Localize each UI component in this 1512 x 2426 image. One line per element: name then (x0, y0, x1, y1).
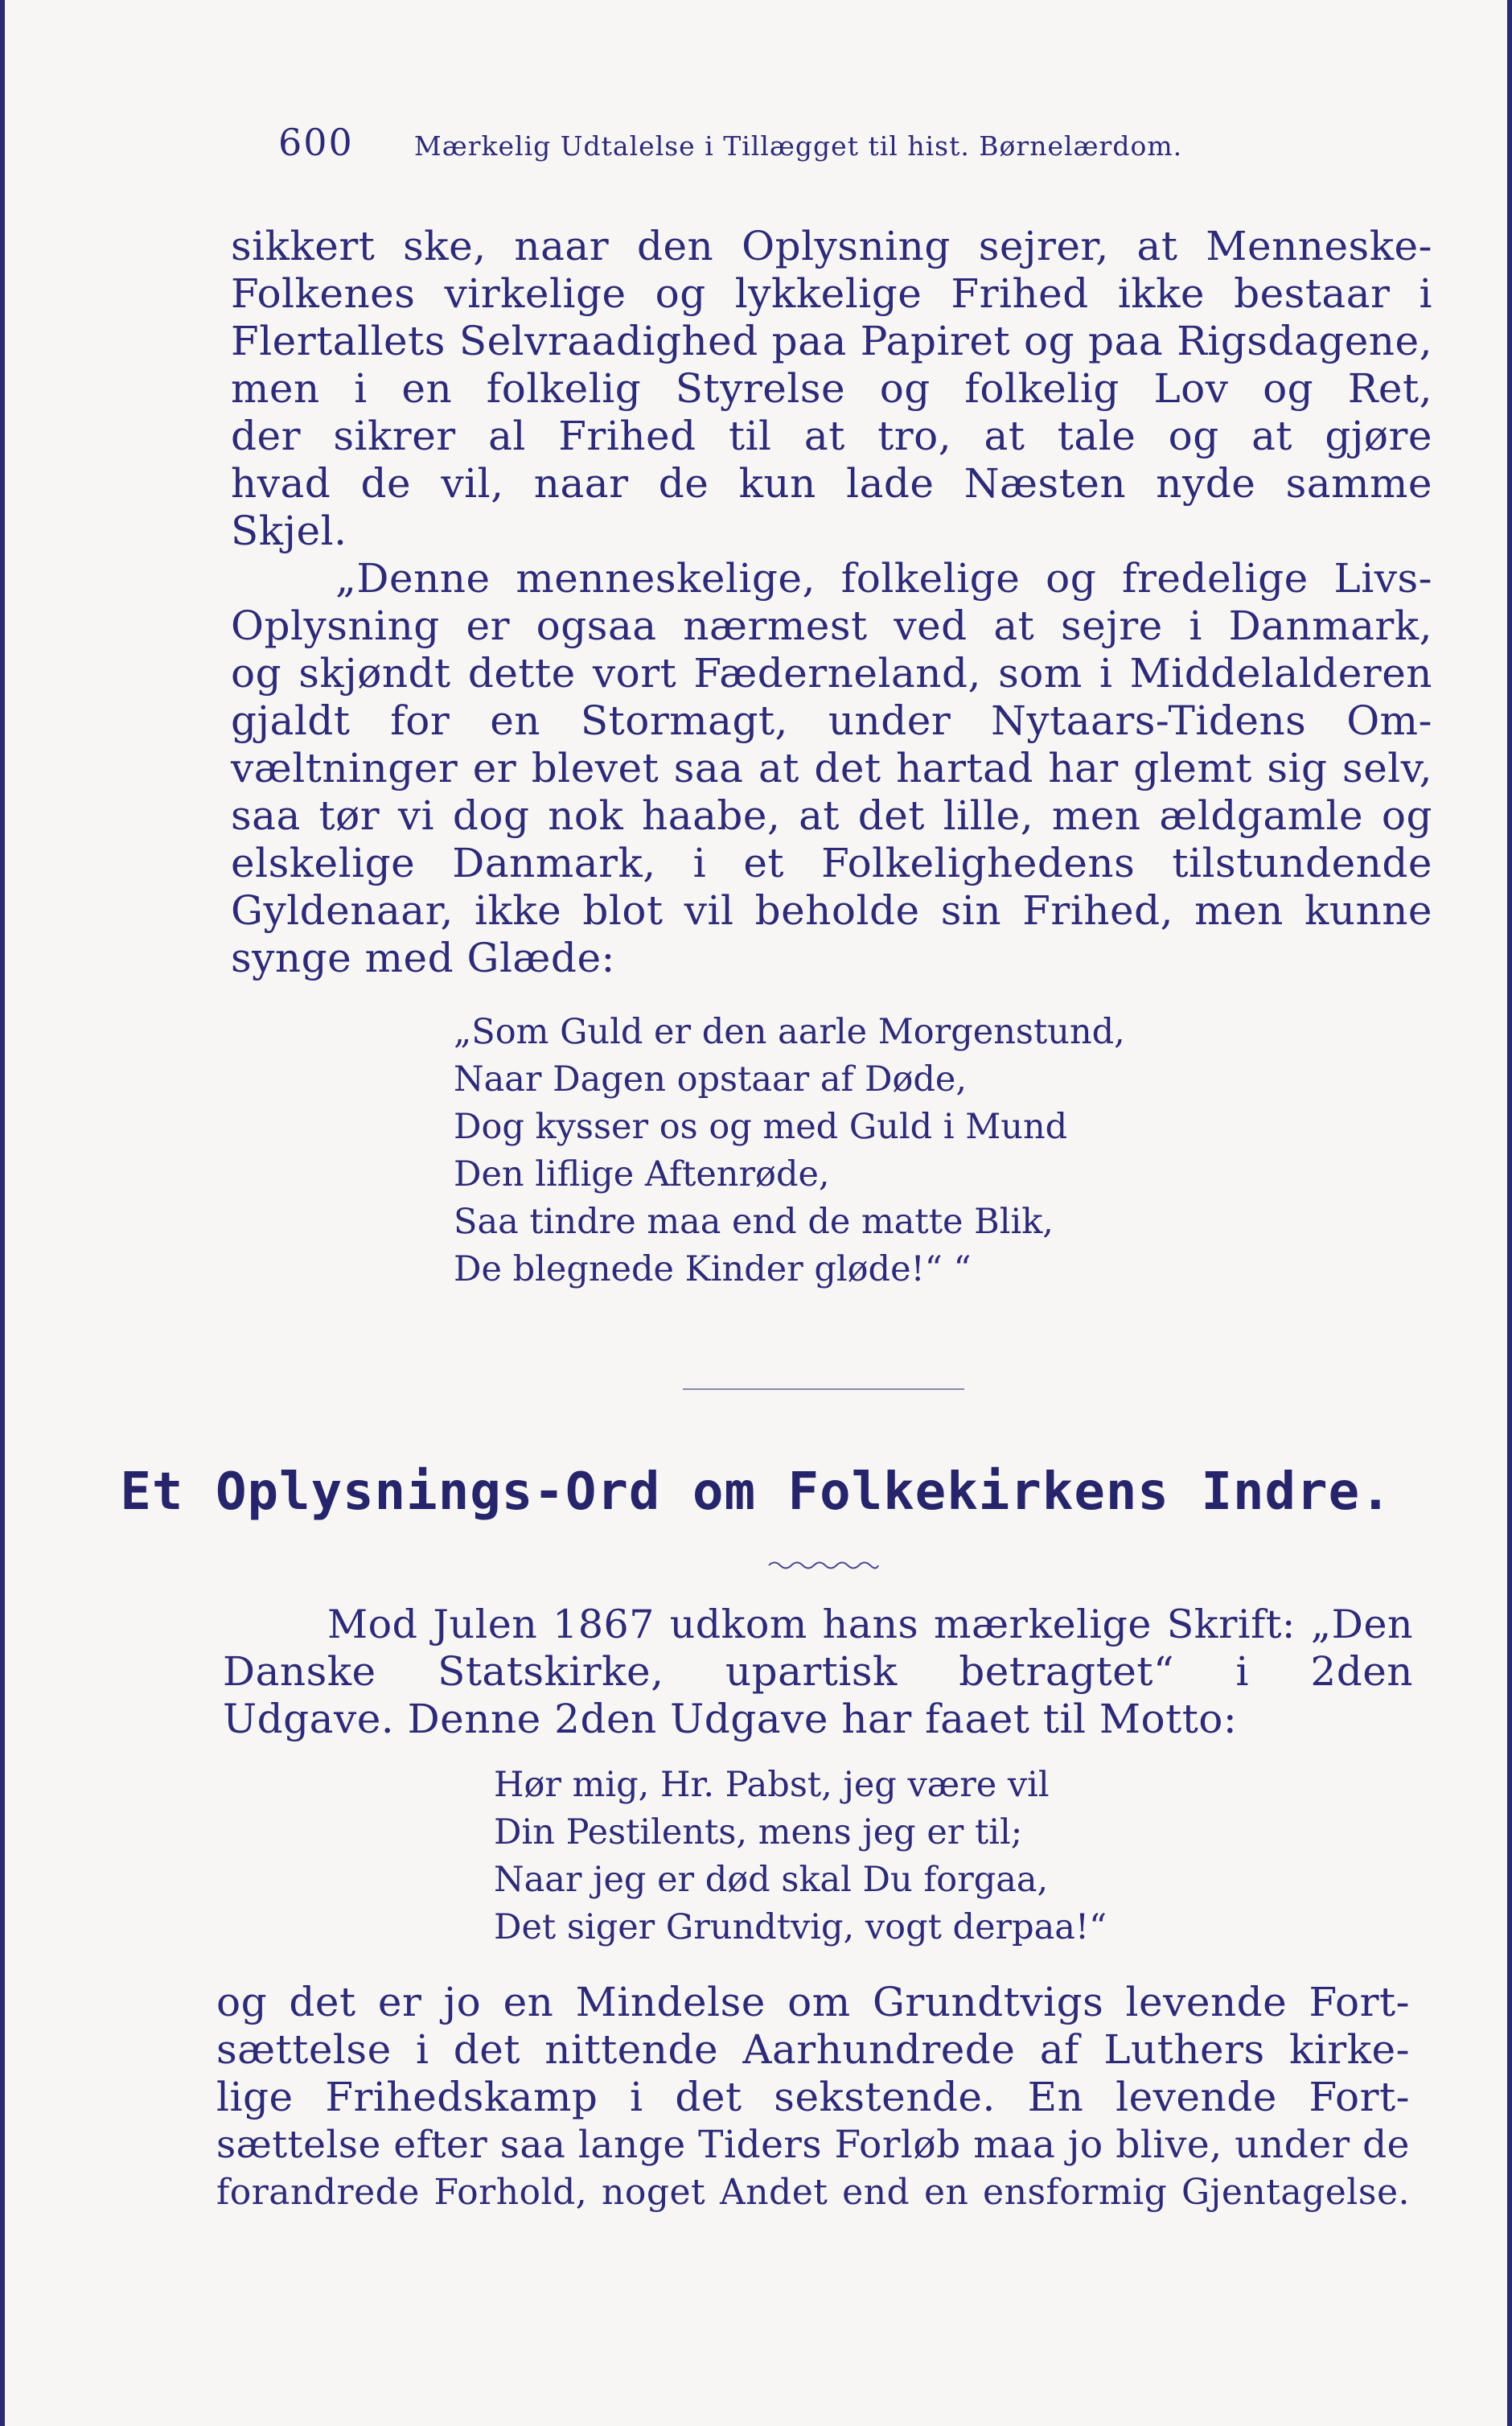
book-page (5, 0, 1507, 2426)
text-line: og det er jo en Mindelse om Grundtvigs levende Fort- (216, 1979, 1410, 2025)
text-line: elskelige Danmark, i et Folkelighedens tilstundende (231, 840, 1432, 886)
verse-line: Hør mig, Hr. Pabst, jeg være vil (494, 1765, 1050, 1805)
paragraph-2 (231, 555, 1432, 982)
verse-line: Dog kysser os og med Guld i Mund (454, 1107, 1068, 1147)
section-title: Et Oplysnings-Ord om Folkekirkens Indre. (120, 1462, 1392, 1522)
text-line: sikkert ske, naar den Oplysning sejrer, at Menneske- (231, 223, 1432, 269)
text-line: sættelse i det nittende Aarhundrede af Luthers kirke- (216, 2026, 1410, 2073)
section-divider (683, 1388, 964, 1390)
page-header (278, 121, 1324, 164)
verse-line: Naar Dagen opstaar af Døde, (454, 1059, 968, 1100)
text-line: Folkenes virkelige og lykkelige Frihed ikke bestaar i (231, 270, 1432, 317)
text-line: Flertallets Selvraadighed paa Papiret og paa Rigsdagene, (231, 318, 1432, 364)
text-line: der sikrer al Frihed til at tro, at tale og at gjøre (231, 413, 1432, 459)
verse-line: Den liflige Aftenrøde, (454, 1154, 830, 1194)
text-line: hvad de vil, naar de kun lade Næsten nyde samme (231, 460, 1432, 507)
text-line: Udgave. Denne 2den Udgave har faaet til Motto: (223, 1696, 1238, 1742)
text-line: gjaldt for en Stormagt, under Nytaars-Tidens Om- (231, 697, 1432, 744)
verse-1 (454, 1009, 1258, 1293)
text-line: Oplysning er ogsaa nærmest ved at sejre i Danmark, (231, 602, 1432, 649)
running-title: Mærkelig Udtalelse i Tillægget til hist. Børnelærdom. (413, 130, 1183, 162)
closing-paragraph (216, 1979, 1410, 2216)
page-number: 600 (278, 121, 354, 164)
text-line: lige Frihedskamp i det sekstende. En levende Fort- (216, 2074, 1410, 2120)
verse-line: De blegnede Kinder gløde!“ “ (454, 1249, 972, 1289)
decorative-squiggle (767, 1559, 880, 1572)
text-line: væltninger er blevet saa at det hartad har glemt sig selv, (231, 745, 1432, 792)
verse-line: Din Pestilents, mens jeg er til; (494, 1812, 1023, 1852)
verse-line: Det siger Grundtvig, vogt derpaa!“ (494, 1907, 1107, 1947)
text-line: forandrede Forhold, noget Andet end en ensformig Gjentagelse. (216, 2172, 1410, 2213)
text-line: men i en folkelig Styrelse og folkelig Lov og Ret, (231, 365, 1432, 412)
verse-2 (494, 1762, 1218, 1951)
verse-line: „Som Guld er den aarle Morgenstund, (454, 1012, 1125, 1052)
text-line: og skjøndt dette vort Fæderneland, som i Middelalderen (231, 650, 1432, 697)
verse-line: Naar jeg er død skal Du forgaa, (494, 1860, 1049, 1900)
text-line: saa tør vi dog nok haabe, at det lille, men ældgamle og (231, 792, 1432, 839)
section-paragraph (223, 1601, 1413, 1743)
text-line: Mod Julen 1867 udkom hans mærkelige Skrift: „Den (327, 1602, 1413, 1647)
text-line: Gyldenaar, ikke blot vil beholde sin Frihed, men kunne (231, 887, 1432, 934)
text-line: „Denne menneskelige, folkelige og fredelige Livs- (335, 555, 1432, 602)
verse-line: Saa tindre maa end de matte Blik, (454, 1202, 1054, 1242)
paragraph-1 (231, 223, 1432, 555)
text-line: sættelse efter saa lange Tiders Forløb maa jo blive, under de (216, 2123, 1410, 2167)
text-line: Danske Statskirke, upartisk betragtet“ i 2den (223, 1648, 1413, 1695)
text-line: Skjel. (231, 508, 347, 554)
text-line: synge med Glæde: (231, 935, 615, 981)
